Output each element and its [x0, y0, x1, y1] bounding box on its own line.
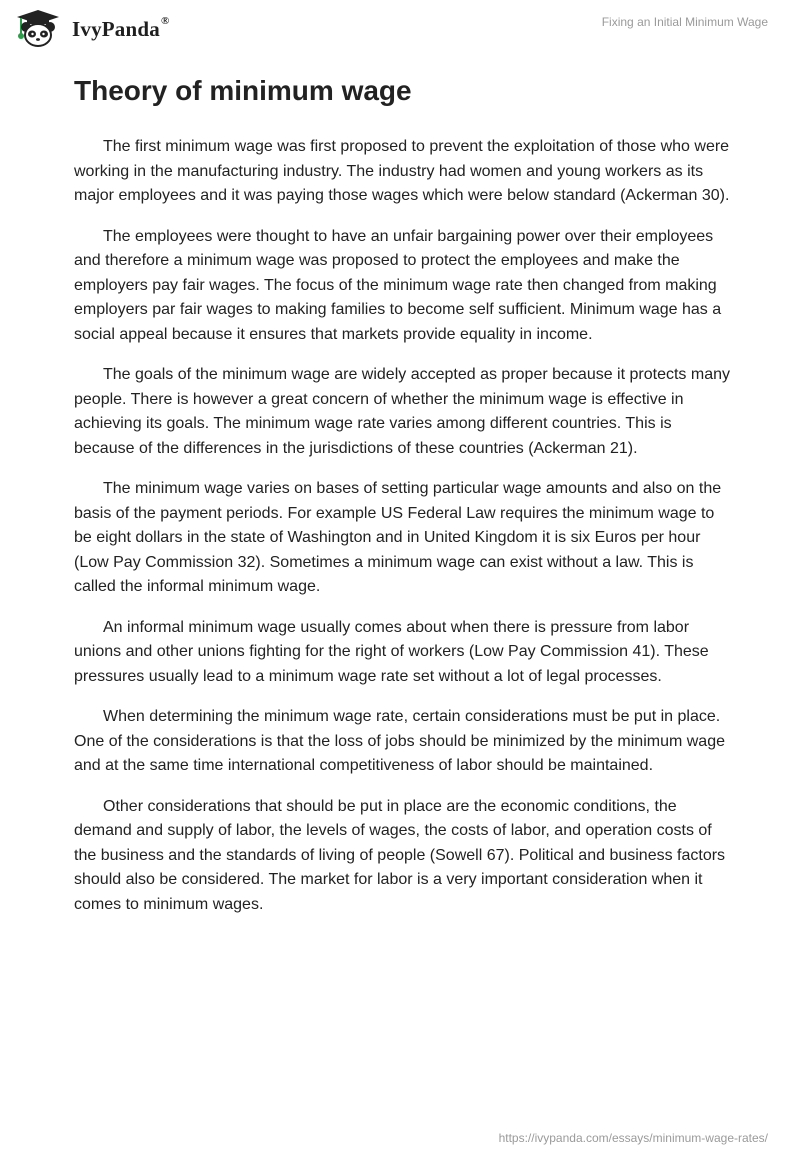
section-heading: Theory of minimum wage	[74, 75, 412, 106]
paragraph: An informal minimum wage usually comes about when there is pressure from labor unions and other unions fighting for the right of workers (Low Pay Commission 41). These pressures usually lead to a minimum wage rate set without a lot of legal processes.	[74, 618, 709, 685]
paragraph: The employees were thought to have an unfair bargaining power over their employees and therefore a minimum wage was proposed to protect the employees and make the employers pay fair wages. The focus of the minimum wage rate then changed from making employers par fair wages to making families to become self sufficient. Minimum wage has a social appeal because it ensures that markets provide equality in income.	[74, 227, 722, 343]
brand-name: IvyPanda®	[72, 14, 170, 41]
document-title: Fixing an Initial Minimum Wage	[601, 15, 768, 29]
paragraph: The minimum wage varies on bases of setting particular wage amounts and also on the basis of the payment periods. For example US Federal Law requires the minimum wage to be eight dollars in the state of Washington and in United Kingdom it is six Euros per hour (Low Pay Commission 32). Sometimes a minimum wage can exist without a law. This is called the informal minimum wage.	[74, 480, 722, 595]
paragraph: The goals of the minimum wage are widely accepted as proper because it protects many people. There is however a great concern of whether the minimum wage is effective in achieving its goals. The minimum wage rate varies among different countries. This is because of the differences in the jurisdictions of these countries (Ackerman 21).	[74, 366, 730, 457]
brand-logo[interactable]	[14, 8, 169, 48]
page-header	[0, 0, 800, 60]
source-url[interactable]: https://ivypanda.com/essays/minimum-wage-rates/	[498, 1131, 768, 1145]
article-body	[74, 72, 734, 933]
paragraph: Other considerations that should be put in place are the economic conditions, the demand and supply of labor, the levels of wages, the costs of labor, and operation costs of the business and the standards of living of people (Sowell 67). Political and business factors should also be considered. The market for labor is a very important consideration when it comes to minimum wages.	[74, 797, 726, 913]
paragraph: The first minimum wage was first proposed to prevent the exploitation of those who were working in the manufacturing industry. The industry had women and young workers as its major employees and it was paying those wages which were below standard (Ackerman 30).	[74, 138, 730, 204]
paragraph: When determining the minimum wage rate, certain considerations must be put in place. One of the considerations is that the loss of jobs should be minimized by the minimum wage and at the same time international competitiveness of labor should be maintained.	[74, 708, 725, 774]
panda-graduation-cap-icon	[14, 8, 66, 48]
